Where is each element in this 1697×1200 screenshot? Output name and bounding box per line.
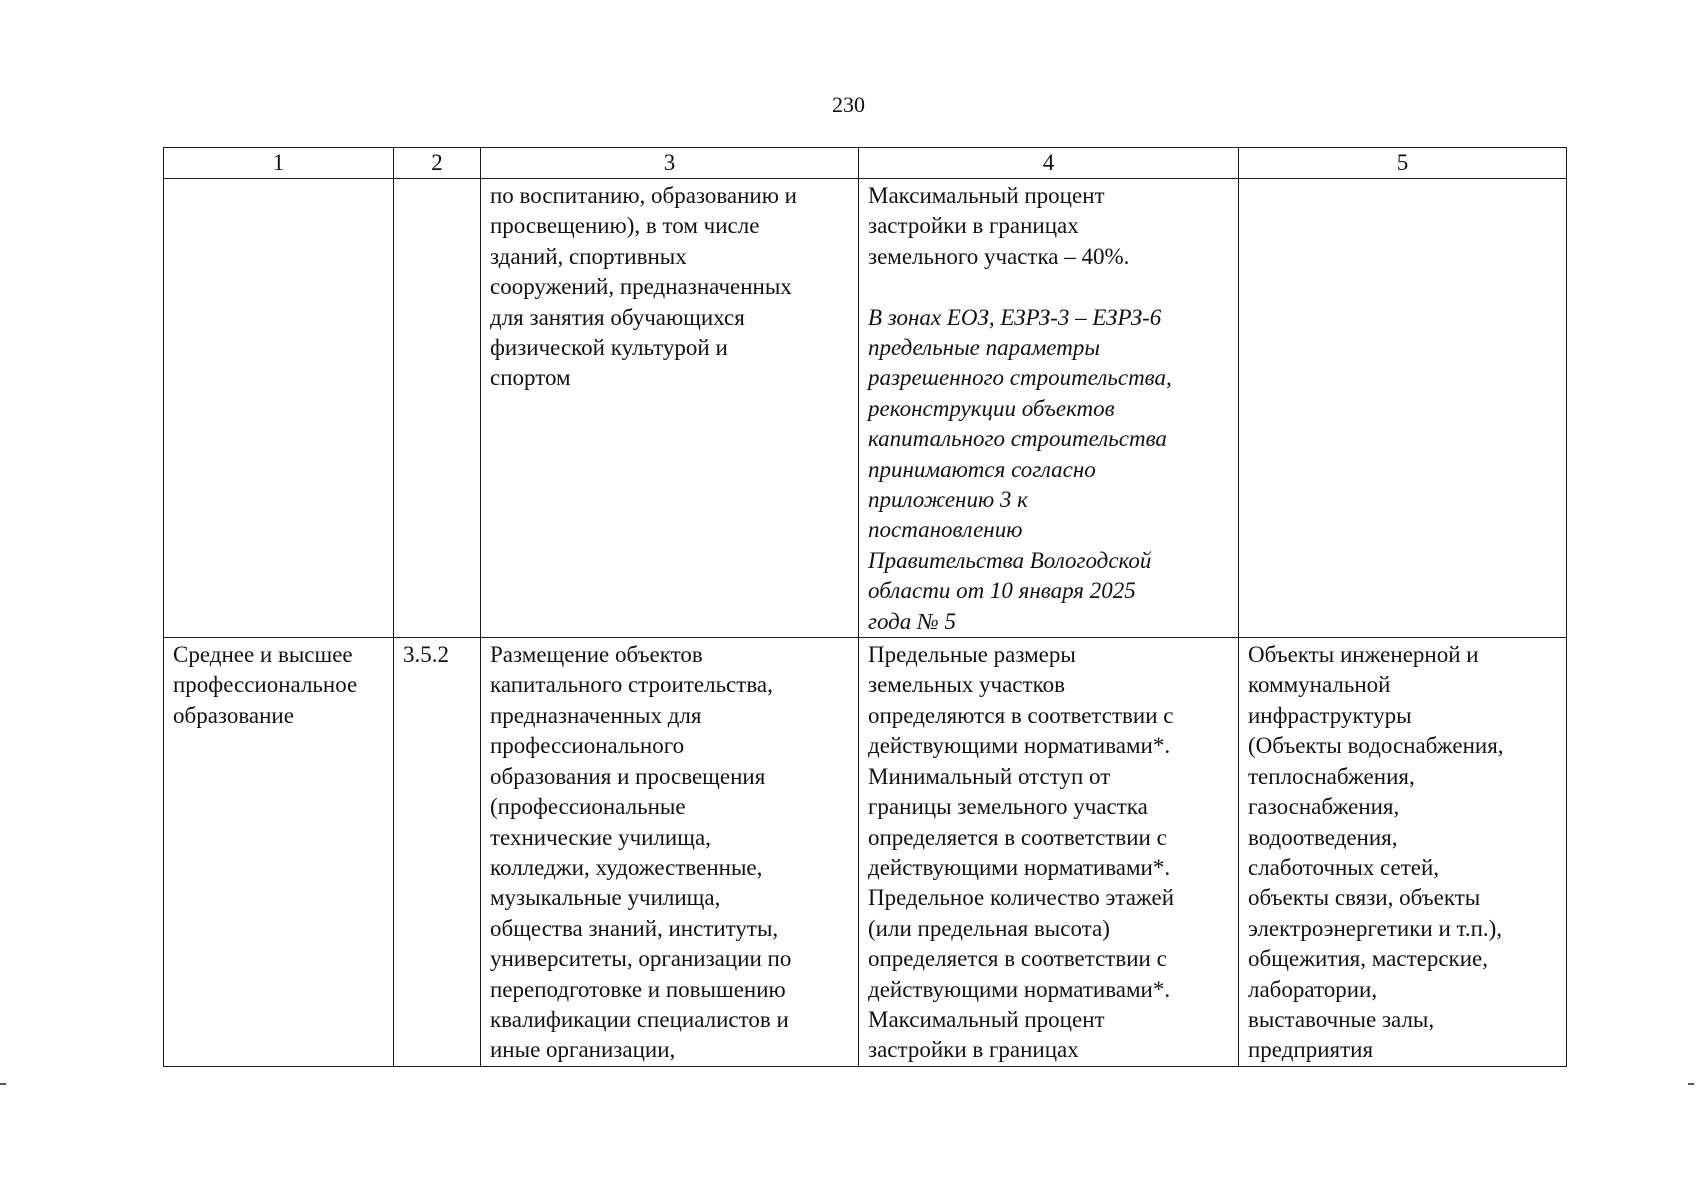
text-line: просвещению), в том числе: [490, 213, 760, 239]
text-line: разрешенного строительства,: [868, 365, 1172, 391]
text-line: квалификации специалистов и: [490, 1006, 789, 1032]
text-line: инфраструктуры: [1248, 702, 1412, 728]
text-line: по воспитанию, образованию и: [490, 183, 797, 208]
row1-col4-cell: [859, 179, 1239, 638]
text-line: лаборатории,: [1248, 976, 1378, 1002]
text-line: общества знаний, институты,: [490, 915, 779, 941]
text-line: (профессиональные: [490, 794, 686, 820]
text-line: переподготовке и повышению: [490, 976, 786, 1002]
text-line: постановлению: [868, 517, 1023, 543]
text-line: Объекты инженерной и: [1248, 642, 1479, 668]
text-line: Среднее и высшее: [173, 642, 353, 668]
text-line: (или предельная высота): [868, 915, 1110, 941]
text-line: реконструкции объектов: [868, 395, 1115, 421]
text-line: Размещение объектов: [490, 642, 703, 668]
row2-col4-cell: [859, 638, 1239, 1067]
text-line: капитального строительства: [868, 426, 1167, 452]
text-line: образование: [173, 702, 294, 728]
table-header-row: [164, 148, 1567, 179]
text-line: электроэнергетики и т.п.),: [1248, 915, 1503, 941]
row2-col2-cell: [394, 638, 481, 1067]
text-line: Предельные размеры: [868, 642, 1076, 668]
text-line: объекты связи, объекты: [1248, 885, 1481, 911]
row2-col5-cell: [1239, 638, 1567, 1067]
text-line: капитального строительства,: [490, 672, 773, 698]
text-line: теплоснабжения,: [1248, 763, 1415, 789]
text-line: Правительства Вологодской: [868, 547, 1152, 573]
text-line: принимаются согласно: [868, 456, 1096, 482]
row1-col3-cell: [481, 179, 859, 638]
text-line: предприятия: [1248, 1037, 1374, 1063]
text-line: действующими нормативами*.: [868, 733, 1171, 759]
text-line: выставочные залы,: [1248, 1006, 1435, 1032]
text-line: Максимальный процент: [868, 183, 1105, 208]
header-cell-4: 4: [859, 148, 1239, 179]
row2-col3-cell: [481, 638, 859, 1067]
text-line: колледжи, художественные,: [490, 854, 763, 880]
table-row: [164, 638, 1567, 1067]
row1-col1-cell: [164, 179, 394, 638]
text-line: определяется в соответствии с: [868, 824, 1167, 850]
text-line: действующими нормативами*.: [868, 854, 1171, 880]
text-line: музыкальные училища,: [490, 885, 721, 911]
text-line: Минимальный отступ от: [868, 763, 1111, 789]
row1-col2-cell: [394, 179, 481, 638]
text-line: сооружений, предназначенных: [490, 274, 792, 300]
text-line: застройки в границах: [868, 1037, 1079, 1063]
table-row: [164, 179, 1567, 638]
code-text: 3.5.2: [403, 642, 449, 668]
text-line: В зонах ЕОЗ, ЕЗРЗ-3 – ЕЗРЗ-6: [868, 304, 1162, 330]
row1-col5-cell: [1239, 179, 1567, 638]
text-line: университеты, организации по: [490, 946, 792, 972]
text-line: профессионального: [490, 733, 685, 759]
text-line: Предельное количество этажей: [868, 885, 1175, 911]
text-line: области от 10 января 2025: [868, 578, 1136, 604]
text-line: границы земельного участка: [868, 794, 1148, 820]
text-line: года № 5: [868, 608, 956, 634]
text-line: общежития, мастерские,: [1248, 946, 1488, 972]
regulations-table: [163, 147, 1567, 1067]
scan-edge-mark: [0, 1083, 6, 1085]
text-line: зданий, спортивных: [490, 243, 687, 269]
text-line: физической культурой и: [490, 335, 728, 361]
text-line: технические училища,: [490, 824, 711, 850]
text-line: земельного участка – 40%.: [868, 243, 1130, 269]
page-number: 230: [832, 92, 865, 117]
paragraph-gap: [868, 272, 1229, 302]
header-cell-1: 1: [164, 148, 394, 179]
text-line: иные организации,: [490, 1037, 676, 1063]
text-line: профессиональное: [173, 672, 358, 698]
text-line: определяется в соответствии с: [868, 946, 1167, 972]
header-cell-2: 2: [394, 148, 481, 179]
text-line: Максимальный процент: [868, 1006, 1105, 1032]
text-line: (Объекты водоснабжения,: [1248, 733, 1504, 759]
text-line: земельных участков: [868, 672, 1065, 698]
text-line: определяются в соответствии с: [868, 702, 1174, 728]
row2-col1-cell: [164, 638, 394, 1067]
text-line: предназначенных для: [490, 702, 702, 728]
text-line: слаботочных сетей,: [1248, 854, 1440, 880]
text-line: образования и просвещения: [490, 763, 766, 789]
text-line: приложению 3 к: [868, 487, 1028, 513]
text-line: водоотведения,: [1248, 824, 1398, 850]
text-line: предельные параметры: [868, 335, 1100, 361]
text-line: действующими нормативами*.: [868, 976, 1171, 1002]
text-line: для занятия обучающихся: [490, 304, 745, 330]
scan-edge-mark: [1688, 1083, 1694, 1085]
text-line: газоснабжения,: [1248, 794, 1400, 820]
header-cell-3: 3: [481, 148, 859, 179]
text-line: застройки в границах: [868, 213, 1079, 239]
text-line: коммунальной: [1248, 672, 1391, 698]
header-cell-5: 5: [1239, 148, 1567, 179]
text-line: спортом: [490, 365, 571, 391]
